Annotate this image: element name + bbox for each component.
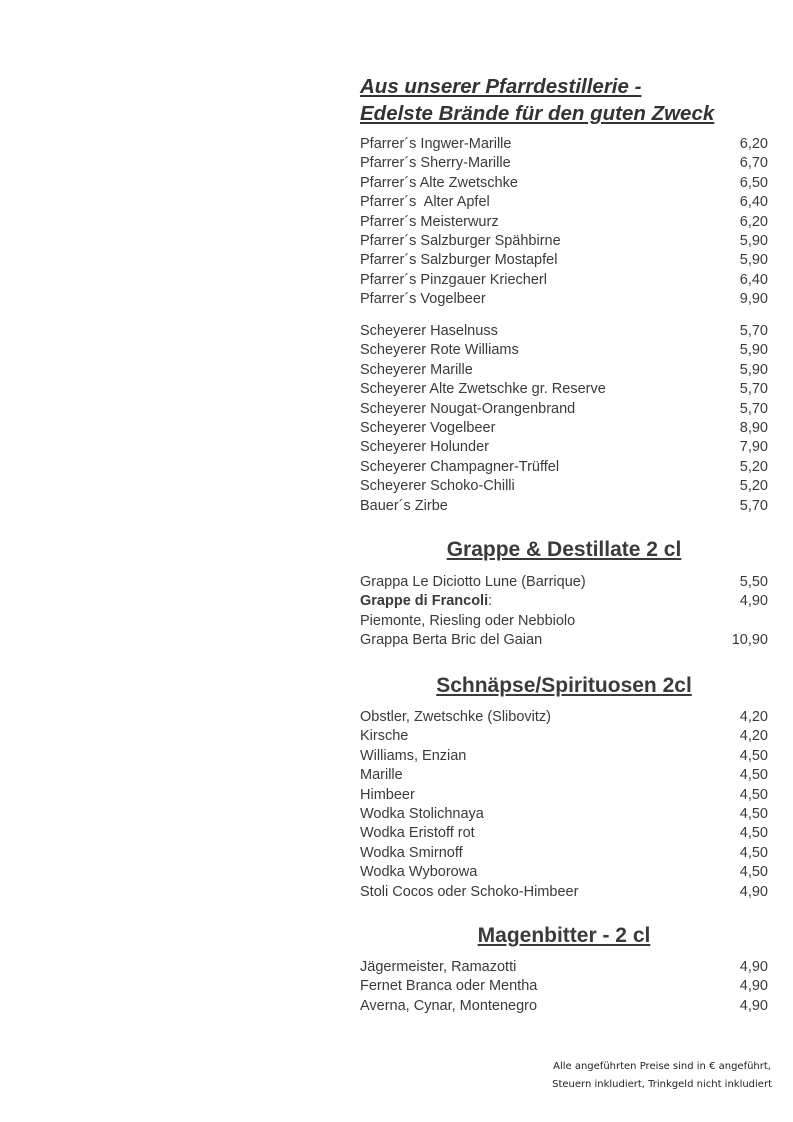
item-name: Grappa Le Diciotto Lune (Barrique) xyxy=(360,574,586,590)
item-name: Wodka Wyborowa xyxy=(360,864,478,881)
item-name: Pfarrer´s Vogelbeer xyxy=(360,291,486,308)
list-item xyxy=(360,497,768,516)
item-price: 6,50 xyxy=(739,174,768,191)
list-item xyxy=(360,419,768,438)
item-name: Himbeer xyxy=(360,786,415,803)
item-name xyxy=(360,592,492,611)
list-item xyxy=(360,458,768,477)
list-item xyxy=(360,193,768,212)
item-name: Marille xyxy=(360,767,403,784)
item-name: Pfarrer´s Ingwer-Marille xyxy=(360,136,512,152)
item-price: 6,20 xyxy=(739,213,768,230)
item-price: 4,50 xyxy=(739,767,768,784)
list-item xyxy=(360,135,768,154)
item-name: Fernet Branca oder Mentha xyxy=(360,978,538,995)
list-item xyxy=(360,271,768,290)
item-name-suffix: : xyxy=(488,593,493,610)
list-item xyxy=(360,232,768,251)
item-price: 5,70 xyxy=(739,400,768,417)
list-item xyxy=(360,612,768,631)
item-price: 6,20 xyxy=(739,136,768,152)
item-name: Wodka Eristoff rot xyxy=(360,825,475,842)
item-price: 9,90 xyxy=(739,291,768,308)
list-item xyxy=(360,997,768,1016)
list-item xyxy=(360,380,768,399)
list-item xyxy=(360,290,768,309)
price-note-line-1: Alle angeführten Preise sind in € angeführt, xyxy=(553,1061,771,1072)
item-name: Scheyerer Nougat-Orangenbrand xyxy=(360,400,576,417)
item-price: 4,50 xyxy=(739,786,768,803)
list-item xyxy=(360,477,768,496)
item-price: 4,50 xyxy=(739,747,768,764)
list-item xyxy=(360,977,768,996)
list-item xyxy=(360,708,768,727)
item-price: 4,50 xyxy=(739,864,768,881)
list-item xyxy=(360,766,768,785)
list-item xyxy=(360,863,768,882)
list-item xyxy=(360,400,768,419)
item-name: Wodka Smirnoff xyxy=(360,844,463,861)
item-price: 4,20 xyxy=(739,709,768,725)
page-title xyxy=(360,73,780,127)
list-item xyxy=(360,958,768,977)
item-price: 5,20 xyxy=(739,458,768,475)
list-item xyxy=(360,786,768,805)
list-item xyxy=(360,361,768,380)
item-name: Scheyerer Vogelbeer xyxy=(360,419,496,436)
list-item xyxy=(360,322,768,341)
item-price: 5,70 xyxy=(739,381,768,398)
item-price: 4,20 xyxy=(739,728,768,745)
page-title-line-2: Edelste Brände für den guten Zweck xyxy=(360,102,715,125)
item-name: Kirsche xyxy=(360,728,409,745)
section-heading-magenbitter: Magenbitter - 2 cl xyxy=(477,924,651,947)
item-name: Pfarrer´s Salzburger Spähbirne xyxy=(360,232,561,249)
item-name: Pfarrer´s Pinzgauer Kriecherl xyxy=(360,271,547,288)
item-price: 4,90 xyxy=(739,593,768,610)
price-note xyxy=(552,1058,772,1094)
item-name: Williams, Enzian xyxy=(360,747,467,764)
list-item xyxy=(360,213,768,232)
list-item xyxy=(360,844,768,863)
item-name: Stoli Cocos oder Schoko-Himbeer xyxy=(360,883,579,900)
price-note-line-2: Steuern inkludiert, Trinkgeld nicht inkludiert xyxy=(552,1079,772,1090)
item-name: Piemonte, Riesling oder Nebbiolo xyxy=(360,612,576,629)
item-price: 10,90 xyxy=(731,632,768,649)
item-name: Grappa Berta Bric del Gaian xyxy=(360,632,543,649)
item-price: 5,90 xyxy=(739,252,768,269)
item-price: 6,40 xyxy=(739,271,768,288)
item-name: Scheyerer Champagner-Trüffel xyxy=(360,458,560,475)
item-price: 6,40 xyxy=(739,194,768,211)
list-item xyxy=(360,573,768,592)
item-price: 4,90 xyxy=(739,997,768,1014)
page-title-line-1: Aus unserer Pfarrdestillerie - xyxy=(360,75,642,98)
item-price: 4,90 xyxy=(739,883,768,900)
item-name: Scheyerer Marille xyxy=(360,361,473,378)
item-name: Bauer´s Zirbe xyxy=(360,497,448,514)
list-item xyxy=(360,438,768,457)
list-item xyxy=(360,727,768,746)
scheyerer-list xyxy=(360,322,768,516)
item-price: 7,90 xyxy=(739,439,768,456)
item-name: Pfarrer´s Alter Apfel xyxy=(360,194,490,211)
item-name: Scheyerer Haselnuss xyxy=(360,323,498,339)
item-price: 5,90 xyxy=(739,232,768,249)
schnaepse-list xyxy=(360,708,768,902)
list-item xyxy=(360,154,768,173)
item-price: 5,50 xyxy=(739,574,768,590)
item-name: Averna, Cynar, Montenegro xyxy=(360,997,538,1014)
grappe-list xyxy=(360,573,768,651)
item-name: Pfarrer´s Alte Zwetschke xyxy=(360,174,518,191)
item-name: Scheyerer Holunder xyxy=(360,439,489,456)
item-name: Pfarrer´s Meisterwurz xyxy=(360,213,499,230)
item-name: Scheyerer Alte Zwetschke gr. Reserve xyxy=(360,381,606,398)
item-price: 5,70 xyxy=(739,323,768,339)
section-heading-grappe: Grappe & Destillate 2 cl xyxy=(446,538,682,561)
item-price: 4,90 xyxy=(739,978,768,995)
item-name: Pfarrer´s Salzburger Mostapfel xyxy=(360,252,558,269)
item-price: 6,70 xyxy=(739,155,768,172)
section-heading-schnaepse: Schnäpse/Spirituosen 2cl xyxy=(436,674,692,697)
item-name: Scheyerer Rote Williams xyxy=(360,342,519,359)
list-item xyxy=(360,592,768,611)
list-item xyxy=(360,174,768,193)
item-name: Pfarrer´s Sherry-Marille xyxy=(360,155,511,172)
item-name: Wodka Stolichnaya xyxy=(360,805,484,822)
item-price: 4,90 xyxy=(739,959,768,975)
item-price: 5,20 xyxy=(739,478,768,495)
item-name: Jägermeister, Ramazotti xyxy=(360,959,517,975)
list-item xyxy=(360,824,768,843)
item-name: Obstler, Zwetschke (Slibovitz) xyxy=(360,709,551,725)
item-price: 8,90 xyxy=(739,419,768,436)
list-item xyxy=(360,631,768,650)
item-price: 5,70 xyxy=(739,497,768,514)
item-name: Scheyerer Schoko-Chilli xyxy=(360,478,515,495)
list-item xyxy=(360,883,768,902)
item-price: 5,90 xyxy=(739,361,768,378)
list-item xyxy=(360,341,768,360)
item-price: 4,50 xyxy=(739,844,768,861)
list-item xyxy=(360,251,768,270)
list-item xyxy=(360,747,768,766)
item-price: 4,50 xyxy=(739,805,768,822)
magenbitter-list xyxy=(360,958,768,1016)
item-price: 5,90 xyxy=(739,342,768,359)
pfarrer-list xyxy=(360,135,768,310)
list-item xyxy=(360,805,768,824)
item-price: 4,50 xyxy=(739,825,768,842)
item-name-bold: Grappe di Francoli xyxy=(360,593,489,610)
